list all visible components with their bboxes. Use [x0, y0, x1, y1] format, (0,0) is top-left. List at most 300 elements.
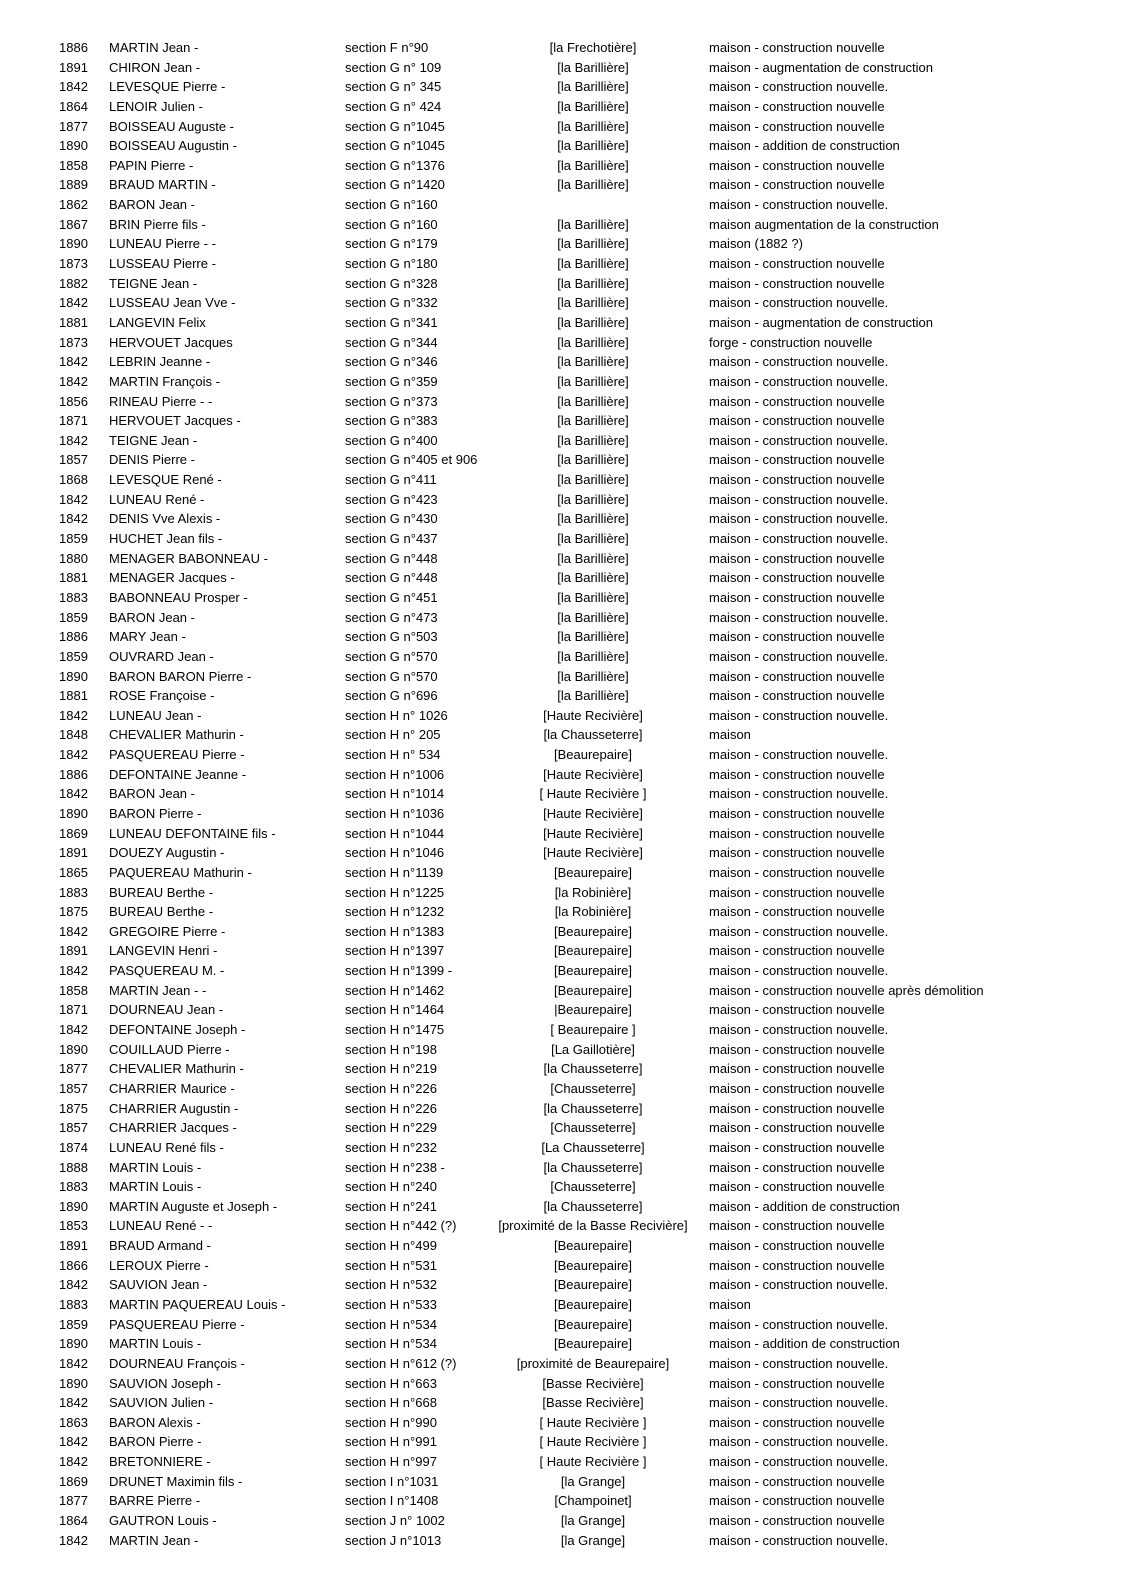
register-row: [0, 568, 1123, 588]
row-year: 1871: [59, 413, 88, 429]
row-owner-name: PASQUEREAU Pierre -: [109, 1316, 245, 1332]
row-description: maison - construction nouvelle: [709, 413, 885, 429]
register-row: [0, 1491, 1123, 1511]
row-cadastral-section: section J n° 1002: [345, 1513, 445, 1529]
row-place-name: [la Chausseterre]: [543, 1159, 643, 1175]
row-owner-name: GAUTRON Louis -: [109, 1513, 217, 1529]
row-year: 1873: [59, 256, 88, 272]
row-cadastral-section: section G n°405 et 906: [345, 452, 478, 468]
row-place-name: [la Barillière]: [557, 256, 629, 272]
register-row: [0, 234, 1123, 254]
row-cadastral-section: section H n°668: [345, 1395, 437, 1411]
register-row: [0, 804, 1123, 824]
row-year: 1888: [59, 1159, 88, 1175]
row-description: maison - construction nouvelle.: [709, 1316, 889, 1332]
row-description: maison - construction nouvelle: [709, 1159, 885, 1175]
row-owner-name: DENIS Pierre -: [109, 452, 195, 468]
register-row: [0, 117, 1123, 137]
row-year: 1842: [59, 432, 88, 448]
row-cadastral-section: section H n°1014: [345, 786, 445, 802]
register-row: [0, 313, 1123, 333]
row-year: 1859: [59, 1316, 88, 1332]
row-description: maison - construction nouvelle: [709, 157, 885, 173]
row-cadastral-section: section G n°373: [345, 393, 438, 409]
row-description: maison - construction nouvelle: [709, 688, 885, 704]
row-cadastral-section: section H n°1462: [345, 982, 445, 998]
row-cadastral-section: section G n°1376: [345, 157, 445, 173]
row-place-name: [la Barillière]: [557, 373, 629, 389]
row-description: maison - construction nouvelle.: [709, 786, 889, 802]
row-owner-name: DRUNET Maximin fils -: [109, 1473, 243, 1489]
row-owner-name: LUNEAU Jean -: [109, 707, 202, 723]
row-owner-name: BRAUD MARTIN -: [109, 177, 216, 193]
row-year: 1842: [59, 511, 88, 527]
row-cadastral-section: section H n°241: [345, 1198, 437, 1214]
row-year: 1891: [59, 845, 88, 861]
row-year: 1842: [59, 923, 88, 939]
row-description: maison: [709, 727, 751, 743]
row-owner-name: LEBRIN Jeanne -: [109, 354, 211, 370]
row-place-name: [la Barillière]: [557, 354, 629, 370]
row-owner-name: MARTIN Louis -: [109, 1336, 202, 1352]
row-cadastral-section: section H n°990: [345, 1414, 437, 1430]
row-cadastral-section: section G n°423: [345, 491, 438, 507]
row-year: 1883: [59, 1179, 88, 1195]
row-description: maison - construction nouvelle: [709, 1414, 885, 1430]
row-owner-name: TEIGNE Jean -: [109, 275, 198, 291]
row-cadastral-section: section G n°180: [345, 256, 438, 272]
row-cadastral-section: section G n°430: [345, 511, 438, 527]
row-cadastral-section: section H n°219: [345, 1061, 437, 1077]
row-place-name: [ Haute Recivière ]: [539, 786, 647, 802]
row-description: maison - addition de construction: [709, 138, 900, 154]
row-cadastral-section: section G n°346: [345, 354, 438, 370]
row-owner-name: ROSE Françoise -: [109, 688, 215, 704]
register-row: [0, 274, 1123, 294]
row-owner-name: PAQUEREAU Mathurin -: [109, 864, 252, 880]
row-cadastral-section: section G n°160: [345, 197, 438, 213]
row-description: maison - construction nouvelle.: [709, 1532, 889, 1548]
row-year: 1856: [59, 393, 88, 409]
row-description: maison - construction nouvelle: [709, 884, 885, 900]
row-owner-name: LUNEAU René -: [109, 491, 205, 507]
row-cadastral-section: section G n°1045: [345, 138, 445, 154]
row-year: 1889: [59, 177, 88, 193]
row-owner-name: LENOIR Julien -: [109, 98, 203, 114]
row-cadastral-section: section H n°226: [345, 1100, 437, 1116]
row-year: 1881: [59, 314, 88, 330]
row-year: 1891: [59, 943, 88, 959]
row-place-name: [la Barillière]: [557, 452, 629, 468]
row-description: maison - construction nouvelle: [709, 570, 885, 586]
row-place-name: [La Chausseterre]: [541, 1139, 645, 1155]
register-row: [0, 1472, 1123, 1492]
row-cadastral-section: section H n°1225: [345, 884, 445, 900]
row-cadastral-section: section G n°473: [345, 609, 438, 625]
row-description: maison - construction nouvelle: [709, 1473, 885, 1489]
row-description: maison - construction nouvelle: [709, 177, 885, 193]
row-year: 1868: [59, 472, 88, 488]
row-year: 1842: [59, 79, 88, 95]
row-cadastral-section: section G n° 424: [345, 98, 442, 114]
row-cadastral-section: section H n°238 -: [345, 1159, 445, 1175]
row-place-name: [proximité de Beaurepaire]: [516, 1355, 670, 1371]
register-row: [0, 883, 1123, 903]
row-year: 1881: [59, 570, 88, 586]
row-description: maison - construction nouvelle: [709, 98, 885, 114]
register-row: [0, 1040, 1123, 1060]
register-row: [0, 725, 1123, 745]
row-place-name: [la Grange]: [560, 1513, 626, 1529]
row-place-name: [la Barillière]: [557, 295, 629, 311]
row-owner-name: MARTIN PAQUEREAU Louis -: [109, 1297, 286, 1312]
row-year: 1883: [59, 884, 88, 900]
register-row: [0, 745, 1123, 765]
row-year: 1864: [59, 1513, 88, 1529]
row-year: 1863: [59, 1414, 88, 1430]
row-description: maison: [709, 1297, 751, 1312]
register-row: [0, 450, 1123, 470]
row-description: maison - construction nouvelle: [709, 845, 885, 861]
row-cadastral-section: section H n°612 (?): [345, 1355, 457, 1371]
row-place-name: [la Robinière]: [554, 904, 632, 920]
row-owner-name: SAUVION Julien -: [109, 1395, 214, 1411]
row-place-name: [Beaurepaire]: [553, 864, 633, 880]
register-row: [0, 1236, 1123, 1256]
row-owner-name: DOURNEAU François -: [109, 1355, 245, 1371]
row-cadastral-section: section H n°997: [345, 1454, 437, 1470]
row-cadastral-section: section H n°991: [345, 1434, 437, 1450]
row-description: maison - addition de construction: [709, 1336, 900, 1352]
register-row: [0, 254, 1123, 274]
row-owner-name: CHARRIER Jacques -: [109, 1120, 237, 1136]
row-owner-name: LUNEAU DEFONTAINE fils -: [109, 825, 276, 841]
row-place-name: [Beaurepaire]: [553, 1316, 633, 1332]
row-description: maison - construction nouvelle.: [709, 491, 889, 507]
register-row: [0, 981, 1123, 1001]
register-row: [0, 1393, 1123, 1413]
row-owner-name: LUNEAU Pierre - -: [109, 236, 216, 252]
row-cadastral-section: section G n°328: [345, 275, 438, 291]
row-cadastral-section: section H n°1232: [345, 904, 445, 920]
row-year: 1842: [59, 1454, 88, 1470]
register-row: [0, 431, 1123, 451]
row-year: 1842: [59, 1532, 88, 1548]
row-place-name: [ Haute Recivière ]: [539, 1434, 647, 1450]
row-cadastral-section: section G n°1420: [345, 177, 445, 193]
row-cadastral-section: section H n°663: [345, 1375, 437, 1391]
register-row: [0, 1531, 1123, 1551]
register-row: [0, 1118, 1123, 1138]
register-row: [0, 352, 1123, 372]
row-cadastral-section: section H n° 205: [345, 727, 441, 743]
register-row: [0, 1413, 1123, 1433]
row-description: maison - construction nouvelle: [709, 1238, 885, 1254]
row-description: maison - construction nouvelle.: [709, 747, 889, 763]
row-owner-name: LEVESQUE Pierre -: [109, 79, 226, 95]
row-place-name: [Chausseterre]: [550, 1120, 636, 1136]
row-description: maison - construction nouvelle.: [709, 923, 889, 939]
row-description: maison - construction nouvelle.: [709, 197, 889, 213]
row-description: maison - construction nouvelle.: [709, 963, 889, 979]
register-row: [0, 686, 1123, 706]
register-row: [0, 195, 1123, 215]
row-year: 1886: [59, 40, 88, 55]
register-row: [0, 667, 1123, 687]
row-description: maison - construction nouvelle: [709, 1218, 885, 1234]
row-description: maison - construction nouvelle.: [709, 373, 889, 389]
row-owner-name: SAUVION Jean -: [109, 1277, 208, 1293]
register-row: [0, 1295, 1123, 1315]
row-description: maison - construction nouvelle: [709, 805, 885, 821]
row-place-name: [la Barillière]: [557, 118, 629, 134]
row-owner-name: BOISSEAU Auguste -: [109, 118, 235, 134]
register-row: [0, 843, 1123, 863]
row-owner-name: CHEVALIER Mathurin -: [109, 727, 244, 743]
row-place-name: [la Grange]: [560, 1532, 626, 1548]
row-place-name: [la Barillière]: [557, 177, 629, 193]
row-year: 1869: [59, 1473, 88, 1489]
row-place-name: [Basse Recivière]: [542, 1375, 644, 1391]
register-row: [0, 784, 1123, 804]
register-row: [0, 136, 1123, 156]
row-description: maison - construction nouvelle.: [709, 432, 889, 448]
row-cadastral-section: section G n°344: [345, 334, 438, 350]
row-owner-name: LANGEVIN Felix: [109, 314, 206, 330]
row-owner-name: HUCHET Jean fils -: [109, 531, 223, 547]
row-owner-name: PASQUEREAU M. -: [109, 963, 225, 979]
row-year: 1842: [59, 747, 88, 763]
row-description: maison - construction nouvelle: [709, 393, 885, 409]
row-year: 1842: [59, 1022, 88, 1038]
row-owner-name: MARTIN Louis -: [109, 1159, 202, 1175]
row-description: maison - construction nouvelle.: [709, 295, 889, 311]
row-owner-name: BARON Alexis -: [109, 1414, 201, 1430]
row-owner-name: BARON BARON Pierre -: [109, 668, 252, 684]
register-row: [0, 863, 1123, 883]
row-owner-name: BUREAU Berthe -: [109, 904, 214, 920]
row-year: 1859: [59, 609, 88, 625]
register-row: [0, 77, 1123, 97]
row-place-name: [Basse Recivière]: [542, 1395, 644, 1411]
row-place-name: [ Beaurepaire ]: [550, 1022, 636, 1038]
row-owner-name: MARTIN Jean -: [109, 40, 199, 55]
row-description: maison - construction nouvelle.: [709, 1454, 889, 1470]
row-description: maison - construction nouvelle.: [709, 1395, 889, 1411]
row-description: maison - construction nouvelle: [709, 825, 885, 841]
row-owner-name: DOURNEAU Jean -: [109, 1002, 224, 1018]
register-list: [0, 38, 1123, 1550]
row-description: maison - construction nouvelle: [709, 1080, 885, 1096]
row-year: 1890: [59, 1336, 88, 1352]
register-row: [0, 1432, 1123, 1452]
row-place-name: [la Barillière]: [557, 688, 629, 704]
row-year: 1842: [59, 1355, 88, 1371]
row-owner-name: DOUEZY Augustin -: [109, 845, 225, 861]
row-description: maison - construction nouvelle.: [709, 707, 889, 723]
row-cadastral-section: section H n°534: [345, 1316, 437, 1332]
row-place-name: [la Grange]: [560, 1473, 626, 1489]
row-cadastral-section: section H n° 1026: [345, 707, 448, 723]
register-row: [0, 1256, 1123, 1276]
row-owner-name: COUILLAUD Pierre -: [109, 1041, 230, 1057]
row-cadastral-section: section H n°1397: [345, 943, 445, 959]
row-place-name: [la Barillière]: [557, 98, 629, 114]
row-cadastral-section: section G n° 345: [345, 79, 442, 95]
register-row: [0, 175, 1123, 195]
row-year: 1890: [59, 138, 88, 154]
row-cadastral-section: section H n°533: [345, 1297, 437, 1312]
row-place-name: [la Barillière]: [557, 589, 629, 605]
row-year: 1859: [59, 648, 88, 664]
row-description: maison - construction nouvelle: [709, 1179, 885, 1195]
row-cadastral-section: section G n°383: [345, 413, 438, 429]
row-place-name: [la Robinière]: [554, 884, 632, 900]
register-row: [0, 392, 1123, 412]
row-cadastral-section: section H n°226: [345, 1080, 437, 1096]
row-place-name: [Beaurepaire]: [553, 1238, 633, 1254]
row-cadastral-section: section G n°696: [345, 688, 438, 704]
row-year: 1890: [59, 1041, 88, 1057]
register-row: [0, 1059, 1123, 1079]
row-owner-name: MARTIN Auguste et Joseph -: [109, 1198, 278, 1214]
row-place-name: [la Barillière]: [557, 550, 629, 566]
row-year: 1853: [59, 1218, 88, 1234]
row-cadastral-section: section G n°448: [345, 570, 438, 586]
row-cadastral-section: section G n°179: [345, 236, 438, 252]
row-description: maison - construction nouvelle après démolition: [709, 982, 984, 998]
row-description: forge - construction nouvelle: [709, 334, 873, 350]
row-place-name: [la Barillière]: [557, 393, 629, 409]
register-row: [0, 765, 1123, 785]
row-cadastral-section: section H n°1006: [345, 766, 445, 782]
row-description: maison - addition de construction: [709, 1198, 900, 1214]
register-row: [0, 58, 1123, 78]
register-row: [0, 490, 1123, 510]
register-row: [0, 509, 1123, 529]
row-owner-name: PAPIN Pierre -: [109, 157, 194, 173]
row-owner-name: DEFONTAINE Jeanne -: [109, 766, 247, 782]
register-row: [0, 1177, 1123, 1197]
row-cadastral-section: section H n°229: [345, 1120, 437, 1136]
row-cadastral-section: section G n°503: [345, 629, 438, 645]
row-cadastral-section: section H n°1036: [345, 805, 445, 821]
row-cadastral-section: section G n°411: [345, 472, 437, 488]
row-description: maison - construction nouvelle: [709, 1041, 885, 1057]
row-place-name: [Haute Recivière]: [543, 805, 643, 821]
row-description: maison - construction nouvelle: [709, 40, 885, 55]
row-cadastral-section: section G n°400: [345, 432, 438, 448]
row-year: 1858: [59, 157, 88, 173]
row-year: 1859: [59, 531, 88, 547]
row-description: maison - construction nouvelle.: [709, 354, 889, 370]
row-year: 1877: [59, 118, 88, 134]
row-cadastral-section: section J n°1013: [345, 1532, 442, 1548]
register-row: [0, 824, 1123, 844]
row-owner-name: GREGOIRE Pierre -: [109, 923, 226, 939]
row-owner-name: LUNEAU René - -: [109, 1218, 213, 1234]
row-year: 1890: [59, 668, 88, 684]
row-owner-name: MENAGER BABONNEAU -: [109, 550, 268, 566]
row-description: maison - construction nouvelle.: [709, 1022, 889, 1038]
register-row: [0, 372, 1123, 392]
row-description: maison - construction nouvelle: [709, 668, 885, 684]
row-cadastral-section: section H n°534: [345, 1336, 437, 1352]
row-year: 1891: [59, 59, 88, 75]
row-owner-name: BRETONNIERE -: [109, 1454, 211, 1470]
row-place-name: [la Chausseterre]: [543, 727, 643, 743]
row-description: maison - augmentation de construction: [709, 314, 934, 330]
row-place-name: [la Barillière]: [557, 138, 629, 154]
row-description: maison - construction nouvelle: [709, 864, 885, 880]
row-place-name: [la Barillière]: [557, 314, 629, 330]
row-description: maison - construction nouvelle.: [709, 1434, 889, 1450]
row-year: 1882: [59, 275, 88, 291]
row-description: maison - construction nouvelle: [709, 275, 885, 291]
row-year: 1842: [59, 491, 88, 507]
row-year: 1891: [59, 1238, 88, 1254]
row-cadastral-section: section H n° 534: [345, 747, 441, 763]
row-place-name: [Beaurepaire]: [553, 1257, 633, 1273]
row-place-name: [la Barillière]: [557, 79, 629, 95]
row-place-name: [ Haute Recivière ]: [539, 1454, 647, 1470]
row-cadastral-section: section H n°1399 -: [345, 963, 453, 979]
row-place-name: [la Barillière]: [557, 334, 629, 350]
row-place-name: [la Barillière]: [557, 236, 629, 252]
row-cadastral-section: section G n°448: [345, 550, 438, 566]
row-description: maison - construction nouvelle: [709, 766, 885, 782]
row-place-name: [la Barillière]: [557, 629, 629, 645]
row-year: 1862: [59, 197, 88, 213]
row-cadastral-section: section H n°532: [345, 1277, 437, 1293]
row-description: maison - construction nouvelle: [709, 472, 885, 488]
row-description: maison - construction nouvelle: [709, 256, 885, 272]
row-year: 1864: [59, 98, 88, 114]
row-place-name: [ Haute Recivière ]: [539, 1414, 647, 1430]
row-description: maison (1882 ?): [709, 236, 803, 252]
row-year: 1858: [59, 982, 88, 998]
row-place-name: [proximité de la Basse Recivière]: [498, 1218, 688, 1234]
register-row: [0, 1216, 1123, 1236]
row-place-name: [la Chausseterre]: [543, 1198, 643, 1214]
row-place-name: [la Barillière]: [557, 157, 629, 173]
row-owner-name: BOISSEAU Augustin -: [109, 138, 237, 154]
register-row: [0, 1138, 1123, 1158]
row-place-name: [la Barillière]: [557, 491, 629, 507]
row-year: 1848: [59, 727, 88, 743]
row-cadastral-section: section H n°442 (?): [345, 1218, 457, 1234]
register-row: [0, 1197, 1123, 1217]
row-owner-name: CHEVALIER Mathurin -: [109, 1061, 244, 1077]
row-description: maison - construction nouvelle: [709, 1002, 885, 1018]
row-cadastral-section: section H n°198: [345, 1041, 437, 1057]
row-place-name: [la Barillière]: [557, 609, 629, 625]
row-owner-name: LUSSEAU Jean Vve -: [109, 295, 236, 311]
register-row: [0, 1315, 1123, 1335]
row-description: maison - construction nouvelle: [709, 629, 885, 645]
row-cadastral-section: section G n°451: [345, 589, 438, 605]
register-row: [0, 1000, 1123, 1020]
register-row: [0, 1374, 1123, 1394]
row-place-name: [Chausseterre]: [550, 1179, 636, 1195]
row-owner-name: DEFONTAINE Joseph -: [109, 1022, 246, 1038]
row-year: 1890: [59, 236, 88, 252]
register-row: [0, 922, 1123, 942]
row-owner-name: OUVRARD Jean -: [109, 648, 214, 664]
row-cadastral-section: section G n°1045: [345, 118, 445, 134]
row-cadastral-section: section G n°332: [345, 295, 438, 311]
row-cadastral-section: section G n°570: [345, 668, 438, 684]
